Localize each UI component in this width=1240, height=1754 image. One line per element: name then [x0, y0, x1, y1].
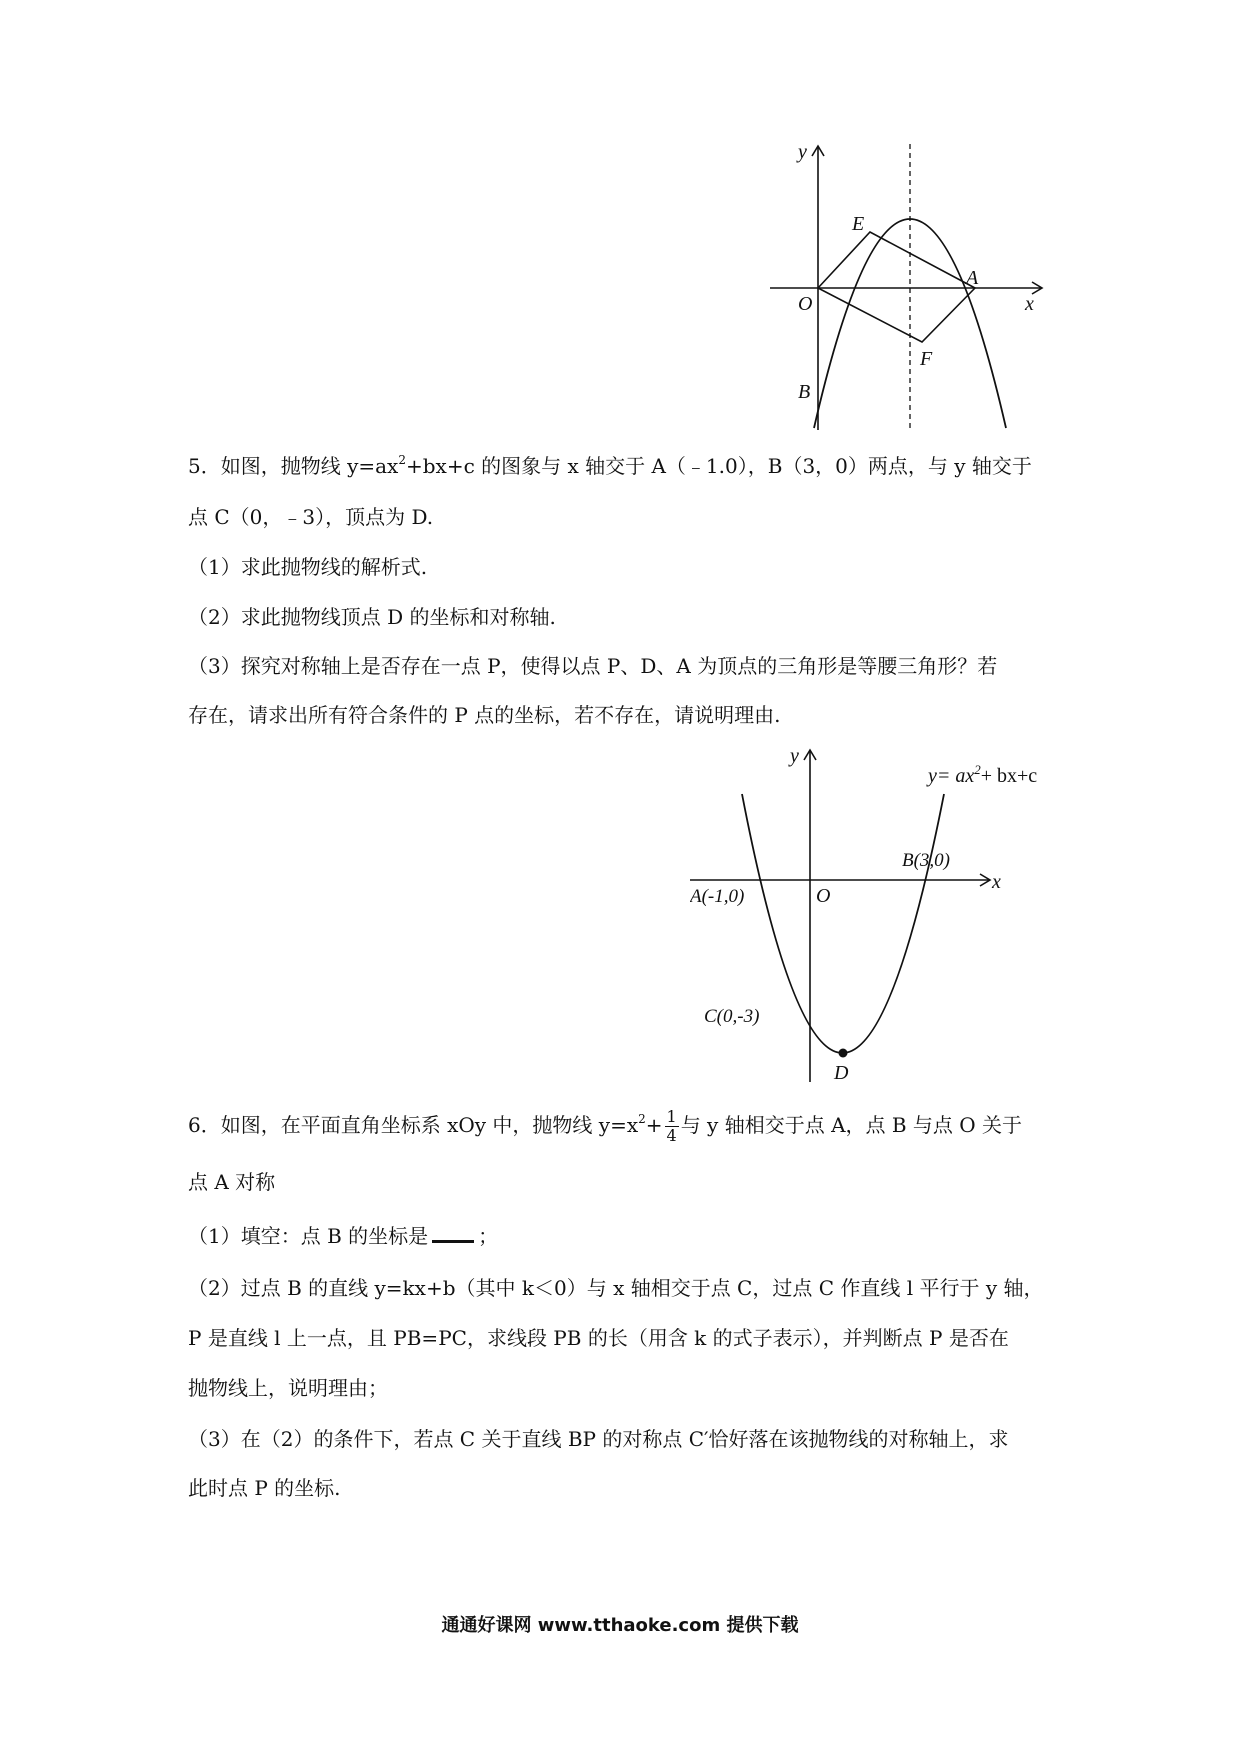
label-o: O [816, 885, 831, 907]
problem6-line2: 点 A 对称 [188, 1170, 276, 1194]
problem5-q3-line2: 存在，请求出所有符合条件的 P 点的坐标，若不存在，请说明理由. [188, 703, 781, 727]
problem5-q3-line1: （3）探究对称轴上是否存在一点 P，使得以点 P、D、A 为顶点的三角形是等腰三角形？若 [188, 654, 998, 678]
label-b: B [798, 381, 811, 403]
problem6-q1-suffix: ； [478, 1224, 499, 1248]
problem5-line1-sup: 2 [398, 453, 406, 467]
problem6-line1-plus: + [645, 1113, 663, 1137]
problem6-q3-line2: 此时点 P 的坐标. [188, 1476, 341, 1500]
fraction-numerator: 1 [666, 1107, 677, 1126]
label-equation-suffix: + bx+c [980, 765, 1038, 787]
problem6-q1 [188, 1222, 498, 1250]
label-equation-sup: 2 [974, 762, 981, 777]
label-y: y [798, 141, 807, 163]
label-b: B(3,0) [902, 850, 951, 871]
figure-parabola-rectangle [770, 140, 1050, 440]
label-c: C(0,-3) [704, 1006, 760, 1027]
label-d: D [834, 1062, 849, 1084]
problem5-line1-prefix: 5．如图，抛物线 y=ax [188, 454, 399, 478]
figure-parabola-abcd [690, 742, 1060, 1087]
label-equation [926, 762, 1037, 787]
answer-blank[interactable] [432, 1222, 474, 1243]
problem5-line2: 点 C（0，﹣3），顶点为 D. [188, 505, 434, 529]
problem6-q2-line3: 抛物线上，说明理由； [188, 1376, 388, 1400]
vertex-d-point [839, 1049, 848, 1058]
problem5-q2: （2）求此抛物线顶点 D 的坐标和对称轴. [188, 605, 556, 629]
label-e: E [852, 213, 865, 235]
page-footer: 通通好课网 www.tthaoke.com 提供下载 [441, 1615, 799, 1636]
problem6-q2-line2: P 是直线 l 上一点，且 PB=PC，求线段 PB 的长（用含 k 的式子表示），并判断点 P 是否在 [188, 1326, 1009, 1350]
problem5-q1: （1）求此抛物线的解析式. [188, 555, 428, 579]
label-x: x [1025, 293, 1034, 315]
problem6-q3-line1: （3）在（2）的条件下，若点 C 关于直线 BP 的对称点 C′恰好落在该抛物线的对称轴上，求 [188, 1427, 1009, 1451]
label-a: A [966, 267, 979, 289]
problem6-line1 [188, 1108, 1022, 1145]
problem5-line1 [188, 452, 1032, 480]
fraction-one-quarter [665, 1108, 679, 1145]
problem6-line1-prefix: 6．如图，在平面直角坐标系 xOy 中，抛物线 y=x [188, 1113, 639, 1137]
label-f: F [920, 348, 933, 370]
problem6-q1-prefix: （1）填空：点 B 的坐标是 [188, 1224, 429, 1248]
problem6-line1-sup: 2 [638, 1112, 646, 1126]
label-y: y [790, 745, 799, 767]
label-equation-prefix: y= ax [928, 765, 975, 787]
label-a: A(-1,0) [690, 886, 745, 907]
problem6-q2-line1: （2）过点 B 的直线 y=kx+b（其中 k＜0）与 x 轴相交于点 C，过点 C 作直线 l 平行于 y 轴， [188, 1276, 1044, 1300]
problem5-line1-suffix: +bx+c 的图象与 x 轴交于 A（﹣1.0），B（3，0）两点，与 y 轴交于 [405, 454, 1032, 478]
label-x: x [992, 871, 1001, 893]
label-o: O [798, 293, 813, 315]
fraction-denominator: 4 [666, 1126, 677, 1145]
problem6-line1-suffix: 与 y 轴相交于点 A，点 B 与点 O 关于 [680, 1113, 1023, 1137]
